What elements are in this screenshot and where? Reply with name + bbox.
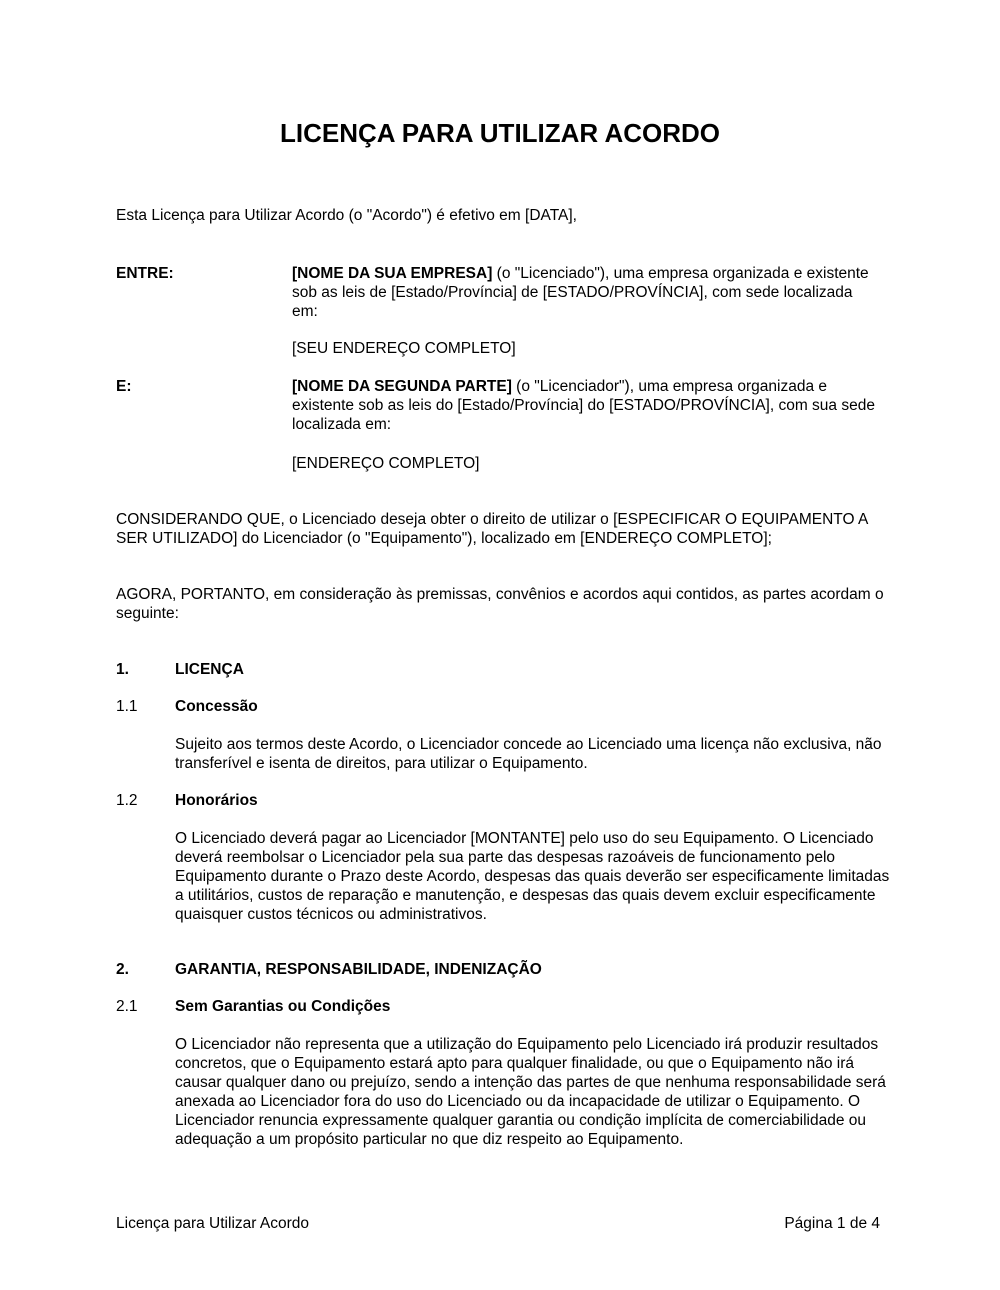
subsection-2-1-title: Sem Garantias ou Condições: [175, 998, 391, 1015]
party-2-text: (o "Licenciador"), uma empresa organizada e existente sob as leis do [Estado/Província] do [ESTADO/PROVÍNCIA], com sua sede localizada em:: [292, 378, 875, 433]
now-therefore-paragraph: AGORA, PORTANTO, em consideração às premissas, convênios e acordos aqui contidos, as partes acordam o seguinte:: [116, 586, 884, 622]
whereas-paragraph: CONSIDERANDO QUE, o Licenciado deseja obter o direito de utilizar o [ESPECIFICAR O EQUIPAMENTO A SER UTILIZADO] do Licenciador (o "Equipamento"), localizado em [ENDEREÇO COMPLETO];: [116, 511, 868, 547]
party-1-name: [NOME DA SUA EMPRESA]: [292, 265, 493, 282]
footer-document-name: Licença para Utilizar Acordo: [116, 1215, 309, 1232]
section-1-title: LICENÇA: [175, 661, 244, 678]
section-1-number: 1.: [116, 661, 129, 678]
subsection-1-1-title: Concessão: [175, 698, 258, 715]
party-2-name: [NOME DA SEGUNDA PARTE]: [292, 378, 512, 395]
subsection-1-2-text: O Licenciado deverá pagar ao Licenciador [MONTANTE] pelo uso do seu Equipamento. O Licenciado deverá reembolsar o Licenciador pela sua parte das despesas razoáveis de funcionamento pelo Equipamento durante o Prazo deste Acordo, despesas das quais deverão ser especificamente limitadas a utilitários, custos de reparação e manutenção, e despesas das quais devem excluir especificamente quaisquer custos técnicos ou administrativos.: [175, 830, 890, 923]
section-2-number: 2.: [116, 961, 129, 978]
footer-page-number: Página 1 de 4: [784, 1215, 880, 1232]
subsection-1-1-text: Sujeito aos termos deste Acordo, o Licenciador concede ao Licenciado uma licença não exclusiva, não transferível e isenta de direitos, para utilizar o Equipamento.: [175, 736, 882, 772]
subsection-2-1-text: O Licenciador não representa que a utilização do Equipamento pelo Licenciado irá produzir resultados concretos, que o Equipamento estará apto para qualquer finalidade, ou que o Equipamento não irá causar qualquer dano ou prejuízo, sendo a intenção das partes de que nenhuma responsabilidade será anexada ao Licenciador fora do uso do Licenciado ou da incapacidade de utilizar o Equipamento. O Licenciador renuncia expressamente qualquer garantia ou condição implícita de comerciabilidade ou adequação a um propósito particular no que diz respeito ao Equipamento.: [175, 1036, 886, 1148]
intro-paragraph: Esta Licença para Utilizar Acordo (o "Acordo") é efetivo em [DATA],: [116, 207, 577, 224]
subsection-1-2-title: Honorários: [175, 792, 258, 809]
subsection-1-1-number: 1.1: [116, 698, 138, 715]
party-label-and: E:: [116, 378, 132, 395]
party-1-address: [SEU ENDEREÇO COMPLETO]: [292, 340, 516, 357]
subsection-2-1-number: 2.1: [116, 998, 138, 1015]
party-2-description: [292, 377, 882, 434]
subsection-1-2-number: 1.2: [116, 792, 138, 809]
party-1-text: (o "Licenciado"), uma empresa organizada e existente sob as leis de [Estado/Província] de [ESTADO/PROVÍNCIA], com sede localizada em:: [292, 265, 869, 320]
party-label-between: ENTRE:: [116, 265, 174, 282]
party-2-address: [ENDEREÇO COMPLETO]: [292, 455, 480, 472]
document-title: LICENÇA PARA UTILIZAR ACORDO: [279, 118, 721, 148]
party-1-description: [292, 264, 882, 321]
section-2-title: GARANTIA, RESPONSABILIDADE, INDENIZAÇÃO: [175, 961, 542, 978]
